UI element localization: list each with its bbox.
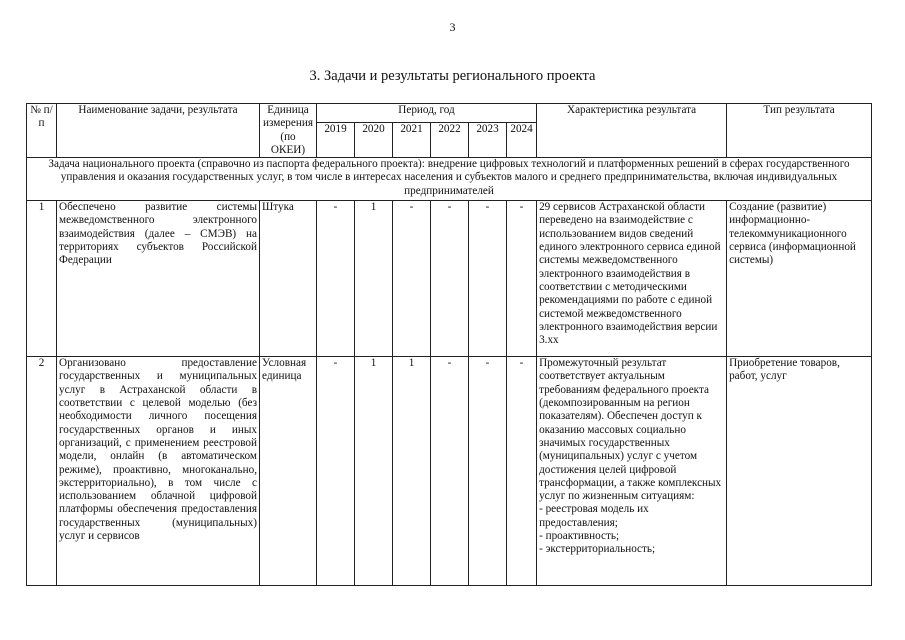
row-2-characteristic (537, 357, 727, 586)
page-number: 3 (449, 20, 456, 34)
row-2-characteristic-item: - экстерриториальность; (539, 543, 656, 556)
header-year-2023: 2023 (469, 123, 507, 158)
header-year-2019: 2019 (317, 123, 355, 158)
row-1-year-2019: - (317, 201, 355, 357)
row-2-num: 2 (27, 357, 57, 586)
row-1-type: Создание (развитие) информационно-телекоммуникационного сервиса (информационной системы) (727, 201, 872, 357)
row-1-year-2021: - (393, 201, 431, 357)
table-row (27, 357, 872, 586)
row-2-characteristic-item: - проактивность; (539, 530, 620, 543)
row-2-year-2021: 1 (393, 357, 431, 586)
header-num: № п/п (27, 104, 57, 158)
table-row (27, 201, 872, 357)
task-row (27, 158, 872, 201)
row-1-year-2023: - (469, 201, 507, 357)
results-table (26, 103, 872, 586)
header-year-2022: 2022 (431, 123, 469, 158)
header-year-2024: 2024 (507, 123, 537, 158)
row-1-year-2022: - (431, 201, 469, 357)
row-1-unit: Штука (260, 201, 317, 357)
header-year-2020: 2020 (355, 123, 393, 158)
section-title: 3. Задачи и результаты регионального проекта (309, 68, 596, 84)
header-year-2021: 2021 (393, 123, 431, 158)
row-1-year-2020: 1 (355, 201, 393, 357)
row-1-characteristic: 29 сервисов Астраханской области переведено на взаимодействие с использованием видов сведений единого электронного сервиса единой системы межведомственного электронного взаимодействия в соответствии с методическими рекомендациями по работе с единой системой межведомственного электронного взаимодействия версии 3.хх (537, 201, 727, 357)
header-period: Период, год (317, 104, 537, 123)
header-name: Наименование задачи, результата (57, 104, 260, 158)
row-2-year-2023: - (469, 357, 507, 586)
header-type: Тип результата (727, 104, 872, 158)
row-2-year-2019: - (317, 357, 355, 586)
task-description: Задача национального проекта (справочно из паспорта федерального проекта): внедрение цифровых технологий и платформенных решений в сферах государственного управления и оказания государственных услуг, в том числе в интересах населения и субъектов малого и среднего предпринимательства, включая индивидуальных предпринимателей (27, 158, 872, 201)
row-2-characteristic-item: - реестровая модель их предоставления; (539, 503, 649, 529)
row-1-num: 1 (27, 201, 57, 357)
row-2-year-2020: 1 (355, 357, 393, 586)
row-1-name: Обеспечено развитие системы межведомственного электронного взаимодействия (далее – СМЭВ) на территориях субъектов Российской Федерации (57, 201, 260, 357)
row-2-type: Приобретение товаров, работ, услуг (727, 357, 872, 586)
header-characteristic: Характеристика результата (537, 104, 727, 158)
row-2-year-2022: - (431, 357, 469, 586)
row-2-unit: Условная единица (260, 357, 317, 586)
header-unit: Единица измерения (по ОКЕИ) (260, 104, 317, 158)
header-row-1 (27, 104, 872, 123)
row-2-name: Организовано предоставление государственных и муниципальных услуг в Астраханской области в соответствии с целевой моделью (без необходимости личного посещения государственных органов и иных организаций, с применением реестровой модели, онлайн (в автоматическом режиме), проактивно, многоканально, экстерриториально), в том числе с использованием облачной цифровой платформы обеспечения предоставления государственных (муниципальных) услуг и сервисов (57, 357, 260, 586)
row-2-characteristic-text: Промежуточный результат соответствует актуальным требованиям федерального проекта (декомпозированным на регион показателям). Обеспечен доступ к оказанию массовых социально значимых государственных (муниципальных) услуг с учетом достижения целей цифровой трансформации, а также комплексных услуг по жизненным ситуациям: (539, 357, 722, 503)
row-1-year-2024: - (507, 201, 537, 357)
row-2-year-2024: - (507, 357, 537, 586)
